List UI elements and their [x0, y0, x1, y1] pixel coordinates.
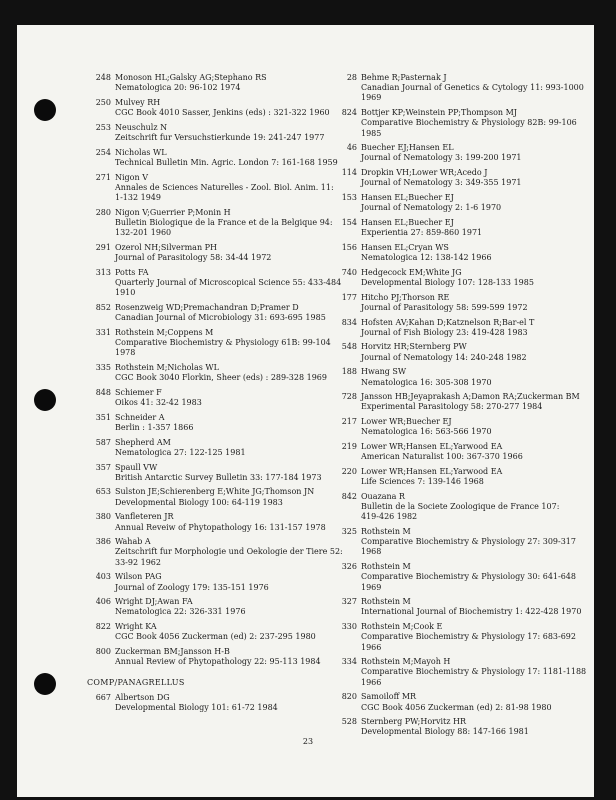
reference-authors: Schiemer F	[115, 387, 162, 397]
reference-source: British Antarctic Survey Bulletin 33: 177-184 1973	[115, 472, 322, 482]
reference-authors: Hansen EL;Buecher EJ	[361, 217, 454, 227]
reference-source: Comparative Biochemistry & Physiology 17: 1181-1188	[361, 667, 587, 677]
reference-entry	[327, 442, 587, 462]
punch-hole-top	[34, 99, 56, 121]
reference-authors: Shepherd AM	[115, 437, 171, 447]
reference-source: Nematologica 12: 138-142 1966	[361, 253, 492, 263]
reference-authors: Zuckerman BM;Jansson H-B	[115, 647, 230, 657]
reference-authors: Samoiloff MR	[361, 692, 417, 702]
reference-authors: Wahab A	[115, 537, 151, 547]
reference-entry	[81, 438, 331, 458]
reference-authors: Schneider A	[115, 412, 165, 422]
reference-number: 153	[341, 193, 357, 203]
reference-source: Zeitschrift fur Versuchstierkunde 19: 241-247 1977	[115, 133, 325, 143]
reference-entry	[81, 413, 331, 433]
reference-number: 326	[341, 562, 357, 572]
reference-number: 822	[95, 622, 111, 632]
reference-authors: Albertson DG	[115, 692, 170, 702]
reference-number: 330	[341, 622, 357, 632]
reference-entry	[327, 268, 587, 288]
reference-source: 1-132 1949	[115, 193, 161, 203]
reference-entry	[81, 363, 331, 383]
reference-source: Journal of Nematology 2: 1-6 1970	[361, 203, 502, 213]
reference-entry	[327, 193, 587, 213]
reference-authors: Bottjer KP;Weinstein PP;Thompson MJ	[361, 108, 518, 118]
reference-number: 253	[95, 122, 111, 132]
reference-number: 842	[341, 491, 357, 501]
reference-list-right	[327, 73, 587, 738]
reference-source: Canadian Journal of Genetics & Cytology 11: 993-1000	[361, 83, 584, 93]
reference-number: 357	[95, 462, 111, 472]
reference-source: CGC Book 4056 Zuckerman (ed) 2: 237-295 1980	[115, 632, 316, 642]
reference-authors: Rothstein M;Mayoh H	[361, 657, 451, 667]
reference-entry	[327, 417, 587, 437]
reference-source: CGC Book 4010 Sasser, Jenkins (eds) : 321-322 1960	[115, 108, 330, 118]
reference-number: 380	[95, 512, 111, 522]
reference-source: Bulletin de la Societe Zoologique de France 107:	[361, 502, 560, 512]
reference-number: 254	[95, 147, 111, 157]
section-heading: COMP/PANAGRELLUS	[87, 678, 185, 688]
reference-number: 325	[341, 527, 357, 537]
reference-entry	[327, 657, 587, 688]
reference-authors: Hansen EL;Cryan WS	[361, 242, 449, 252]
reference-number: 548	[341, 342, 357, 352]
reference-source: Annales de Sciences Naturelles - Zool. Biol. Anim. 11:	[115, 182, 334, 192]
reference-authors: Neuschulz N	[115, 122, 168, 132]
reference-number: 800	[95, 647, 111, 657]
reference-number: 156	[341, 242, 357, 252]
reference-authors: Hitcho PJ;Thorson RE	[361, 292, 450, 302]
reference-entry	[327, 168, 587, 188]
reference-source: CGC Book 4056 Zuckerman (ed) 2: 81-98 1980	[361, 702, 552, 712]
reference-number: 587	[95, 437, 111, 447]
reference-authors: Sulston JE;Schierenberg E;White JG;Thomson JN	[115, 487, 315, 497]
reference-source: International Journal of Biochemistry 1: 422-428 1970	[361, 607, 582, 617]
reference-authors: Potts FA	[115, 267, 149, 277]
reference-source: 1966	[361, 642, 382, 652]
reference-entry	[81, 597, 331, 617]
reference-number: 313	[95, 267, 111, 277]
reference-source: Zeitschrift fur Morphologie und Oekologie der Tiere 52:	[115, 547, 343, 557]
reference-source: Nematologica 16: 563-566 1970	[361, 427, 492, 437]
reference-source: 1968	[361, 547, 382, 557]
reference-source: Nematologica 20: 96-102 1974	[115, 83, 241, 93]
reference-number: 188	[341, 367, 357, 377]
reference-entry	[81, 73, 331, 93]
reference-source: 1969	[361, 93, 382, 103]
reference-source: 33-92 1962	[115, 557, 161, 567]
reference-source: Nematologica 27: 122-125 1981	[115, 447, 246, 457]
reference-authors: Hwang SW	[361, 367, 407, 377]
reference-source: Canadian Journal of Microbiology 31: 693-695 1985	[115, 313, 326, 323]
reference-authors: Lower WR;Hansen EL;Yarwood EA	[361, 442, 503, 452]
reference-entry	[327, 342, 587, 362]
reference-authors: Horvitz HR;Sternberg PW	[361, 342, 467, 352]
reference-number: 852	[95, 302, 111, 312]
reference-source: Quarterly Journal of Microscopical Science 55: 433-484	[115, 277, 342, 287]
right-column	[327, 73, 587, 742]
reference-authors: Ouazana R	[361, 491, 405, 501]
reference-source: 1910	[115, 288, 136, 298]
reference-entry	[327, 243, 587, 263]
reference-number: 28	[346, 73, 357, 82]
reference-source: Developmental Biology 107: 128-133 1985	[361, 277, 534, 287]
reference-source: Comparative Biochemistry & Physiology 27: 309-317	[361, 537, 576, 547]
reference-source: Experientia 27: 859-860 1971	[361, 228, 483, 238]
reference-number: 334	[341, 657, 357, 667]
reference-entry	[327, 108, 587, 139]
reference-authors: Wilson PAG	[115, 572, 162, 582]
left-column	[81, 73, 343, 718]
reference-number: 848	[95, 387, 111, 397]
reference-source: Journal of Zoology 179: 135-151 1976	[115, 582, 269, 592]
reference-authors: Rothstein M;Nicholas WL	[115, 362, 219, 372]
reference-entry	[327, 293, 587, 313]
reference-entry	[327, 218, 587, 238]
reference-source: Journal of Parasitology 58: 34-44 1972	[115, 253, 272, 263]
reference-number: 46	[346, 143, 357, 153]
reference-number: 824	[341, 108, 357, 118]
reference-entry	[81, 208, 331, 239]
reference-entry	[81, 388, 331, 408]
reference-entry	[81, 537, 343, 568]
reference-source: Comparative Biochemistry & Physiology 17: 683-692	[361, 632, 576, 642]
reference-number: 220	[341, 467, 357, 476]
reference-authors: Nicholas WL	[115, 147, 167, 157]
reference-number: 248	[95, 73, 111, 82]
reference-source: Journal of Nematology 14: 240-248 1982	[361, 352, 527, 362]
reference-source: 1966	[361, 677, 382, 687]
reference-source: Developmental Biology 88: 147-166 1981	[361, 727, 529, 737]
reference-authors: Nigon V;Guerrier P;Monin H	[115, 207, 231, 217]
reference-entry	[81, 267, 342, 299]
reference-number: 291	[95, 242, 111, 252]
reference-number: 177	[341, 292, 357, 302]
reference-source: Bulletin Biologique de la France et de la Belgique 94:	[115, 217, 333, 227]
reference-number: 834	[341, 317, 357, 327]
reference-number: 403	[95, 572, 111, 582]
reference-authors: Nigon V	[115, 172, 148, 182]
reference-number: 250	[95, 97, 111, 107]
reference-entry	[327, 527, 587, 558]
reference-authors: Wright KA	[115, 622, 157, 632]
reference-number: 219	[341, 442, 357, 452]
reference-entry	[327, 73, 587, 104]
reference-entry	[327, 143, 587, 163]
reference-authors: Ozerol NH;Silverman PH	[115, 242, 218, 252]
reference-number: 667	[95, 692, 111, 702]
reference-authors: Rothstein M	[361, 562, 411, 572]
reference-entry	[327, 392, 587, 412]
reference-source: Nematologica 16: 305-308 1970	[361, 377, 492, 387]
reference-authors: Rothstein M	[361, 527, 411, 537]
reference-entry	[81, 647, 331, 667]
reference-source: Journal of Nematology 3: 199-200 1971	[361, 153, 522, 163]
reference-authors: Spaull VW	[115, 462, 158, 472]
reference-number: 154	[341, 217, 357, 227]
reference-entry	[327, 692, 587, 712]
reference-list-section	[81, 693, 331, 713]
reference-source: Comparative Biochemistry & Physiology 61B: 99-104	[115, 337, 331, 347]
reference-source: Berlin : 1-357 1866	[115, 422, 194, 432]
reference-source: Comparative Biochemistry & Physiology 30: 641-648	[361, 572, 576, 582]
reference-number: 820	[341, 692, 357, 702]
reference-entry	[327, 562, 587, 593]
reference-number: 280	[95, 207, 111, 217]
reference-source: Journal of Fish Biology 23: 419-428 1983	[361, 327, 528, 337]
reference-source: Annual Review of Phytopathology 22: 95-113 1984	[115, 657, 321, 667]
reference-source: 132-201 1960	[115, 228, 172, 238]
reference-entry	[81, 123, 331, 143]
reference-entry	[81, 98, 331, 118]
reference-authors: Hedgecock EM;White JG	[361, 267, 462, 277]
reference-entry	[81, 622, 331, 642]
reference-number: 406	[95, 597, 111, 607]
reference-entry	[327, 597, 587, 617]
reference-source: Nematologica 22: 326-331 1976	[115, 607, 246, 617]
reference-source: 419-426 1982	[361, 512, 418, 522]
page-number: 23	[302, 737, 314, 746]
reference-number: 271	[95, 172, 111, 182]
reference-authors: Hofsten AV;Kahan D;Katznelson R;Bar-el T	[361, 317, 535, 327]
reference-entry	[81, 572, 331, 592]
reference-entry	[327, 492, 587, 523]
reference-number: 740	[341, 267, 357, 277]
reference-number: 351	[95, 412, 111, 422]
reference-source: CGC Book 3040 Florkin, Sheer (eds) : 289-328 1969	[115, 373, 327, 383]
reference-source: Developmental Biology 101: 61-72 1984	[115, 702, 278, 712]
reference-entry	[327, 622, 587, 653]
reference-authors: Jansson HB;Jeyaprakash A;Damon RA;Zuckerman BM	[361, 392, 580, 402]
reference-authors: Rothstein M;Coppens M	[115, 327, 214, 337]
reference-authors: Sternberg PW;Horvitz HR	[361, 717, 467, 727]
punch-hole-middle	[34, 389, 56, 411]
reference-entry	[81, 693, 331, 713]
reference-number: 331	[95, 327, 111, 337]
reference-number: 335	[95, 362, 111, 372]
reference-entry	[81, 328, 331, 359]
reference-authors: Wright DJ;Awan FA	[115, 597, 193, 607]
reference-source: Annual Reveiw of Phytopathology 16: 131-157 1978	[115, 522, 326, 532]
reference-authors: Vanfleteren JR	[115, 512, 174, 522]
reference-source: Experimental Parasitology 58: 270-277 1984	[361, 402, 543, 412]
reference-number: 114	[341, 168, 357, 178]
reference-source: Oikos 41: 32-42 1983	[115, 397, 202, 407]
reference-entry	[81, 172, 334, 204]
reference-entry	[81, 463, 331, 483]
reference-authors: Lower WR;Buecher EJ	[361, 417, 452, 427]
reference-number: 728	[341, 392, 357, 402]
reference-authors: Dropkin VH;Lower WR;Acedo J	[361, 168, 488, 178]
reference-source: Journal of Parasitology 58: 599-599 1972	[361, 302, 528, 312]
reference-source: Journal of Nematology 3: 349-355 1971	[361, 178, 522, 188]
reference-entry	[327, 318, 587, 338]
reference-number: 528	[341, 717, 357, 727]
reference-authors: Rothstein M;Cook E	[361, 622, 443, 632]
reference-list-left	[81, 73, 343, 667]
reference-number: 653	[95, 487, 111, 497]
reference-source: Comparative Biochemistry & Physiology 82B: 99-106	[361, 118, 577, 128]
reference-source: American Naturalist 100: 367-370 1966	[361, 452, 523, 462]
reference-source: Developmental Biology 100: 64-119 1983	[115, 497, 283, 507]
reference-entry	[81, 147, 338, 168]
reference-entry	[327, 467, 587, 487]
reference-authors: Buecher EJ;Hansen EL	[361, 143, 454, 153]
reference-authors: Lower WR;Hansen EL;Yarwood EA	[361, 467, 503, 476]
reference-number: 386	[95, 537, 111, 547]
reference-source: 1969	[361, 582, 382, 592]
reference-number: 327	[341, 597, 357, 607]
reference-authors: Monoson HL;Galsky AG;Stephano RS	[115, 73, 267, 82]
reference-authors: Mulvey RH	[115, 97, 161, 107]
reference-authors: Rothstein M	[361, 597, 411, 607]
reference-entry	[81, 512, 331, 532]
punch-hole-bottom	[34, 673, 56, 695]
reference-source: Life Sciences 7: 139-146 1968	[361, 477, 484, 487]
reference-authors: Rosenzweig WD;Premachandran D;Pramer D	[115, 302, 299, 312]
reference-entry	[327, 367, 587, 387]
reference-entry	[81, 487, 331, 507]
reference-entry	[81, 243, 331, 263]
reference-entry	[327, 717, 587, 737]
reference-entry	[81, 303, 331, 323]
reference-source: 1978	[115, 348, 136, 358]
reference-number: 217	[341, 417, 357, 427]
reference-source: 1985	[361, 128, 382, 138]
reference-authors: Behme R;Pasternak J	[361, 73, 447, 82]
reference-source: Technical Bulletin Min. Agric. London 7: 161-168 1959	[115, 157, 338, 167]
reference-authors: Hansen EL;Buecher EJ	[361, 193, 454, 203]
